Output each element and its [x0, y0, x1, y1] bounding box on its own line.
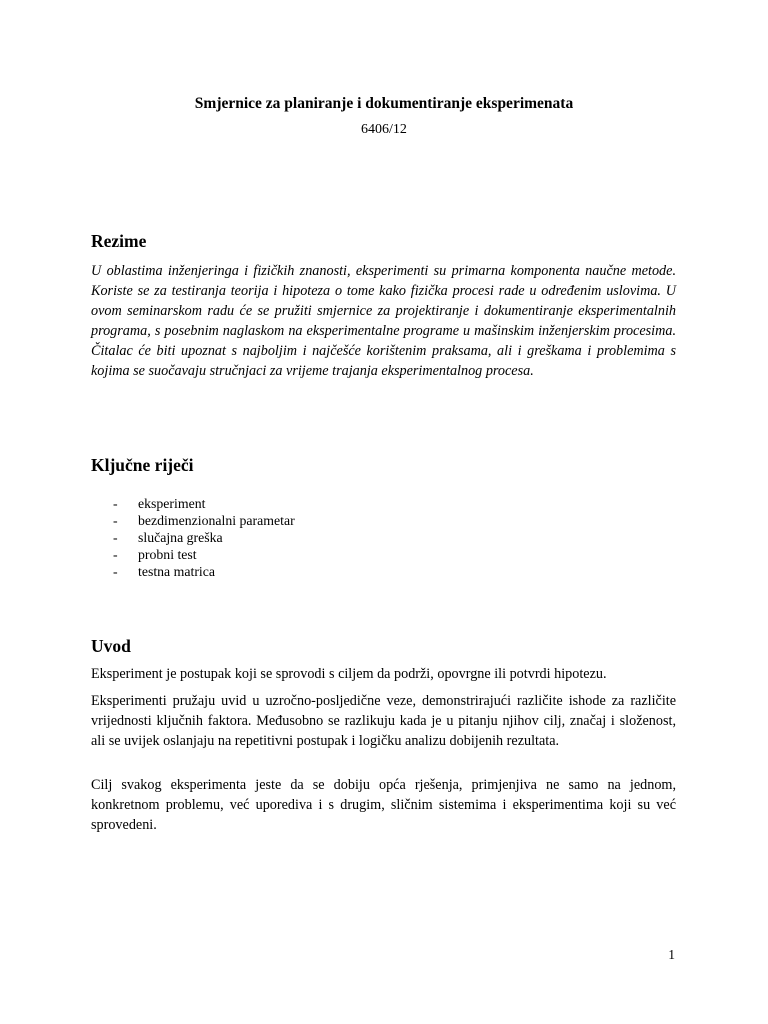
- abstract-paragraph: U oblastima inženjeringa i fizičkih znanosti, eksperimenti su primarna komponenta naučne metode. Koriste se za testiranja teorija i hipoteza o tome kako fizička procesi rade u određenim uslovima. U ovom seminarskom radu će se pružiti smjernice za projektiranje i dokumentiranje eksperimentalnih programa, s posebnim naglaskom na eksperimentalne programe u mašinskim inženjerskim procesima. Čitalac će biti upoznat s najboljim i najčešće korištenim praksama, ali i greškama i problemima s kojima se suočavaju stručnjaci za vrijeme trajanja eksperimentalnog procesa.: [91, 263, 676, 379]
- intro-paragraph-2: Eksperimenti pružaju uvid u uzročno-posljedične veze, demonstrirajući različite ishode za različite vrijednosti ključnih faktora. Međusobno se razlikuju kada je u pitanju njihov cilj, značaj i složenost, ali se uvijek oslanjaju na repetitivni postupak i logičku analizu dobijenih rezultata.: [91, 693, 676, 749]
- section-heading-rezime: Rezime: [91, 231, 147, 251]
- section-heading-uvod: Uvod: [91, 636, 131, 656]
- list-item: - testna matrica: [113, 564, 215, 579]
- document-title: Smjernice za planiranje i dokumentiranje eksperimenata: [194, 95, 574, 112]
- list-item: - slučajna greška: [113, 530, 223, 545]
- document-subtitle: 6406/12: [361, 122, 407, 137]
- intro-paragraph-1: Eksperiment je postupak koji se sprovodi s ciljem da podrži, opovrgne ili potvrdi hipotezu.: [91, 666, 607, 682]
- intro-paragraph-3: Cilj svakog eksperimenta jeste da se dobiju opća rješenja, primjenjiva ne samo na jednom, konkretnom problemu, već uporediva i s drugim, sličnim sistemima i eksperimentima koji su već sprovedeni.: [91, 777, 676, 833]
- list-item: - eksperiment: [113, 496, 206, 511]
- page-number: 1: [668, 947, 675, 962]
- keywords-list: [113, 495, 295, 580]
- list-item: - probni test: [113, 547, 197, 562]
- section-heading-keywords: Ključne riječi: [91, 455, 194, 475]
- list-item: - bezdimenzionalni parametar: [113, 513, 295, 528]
